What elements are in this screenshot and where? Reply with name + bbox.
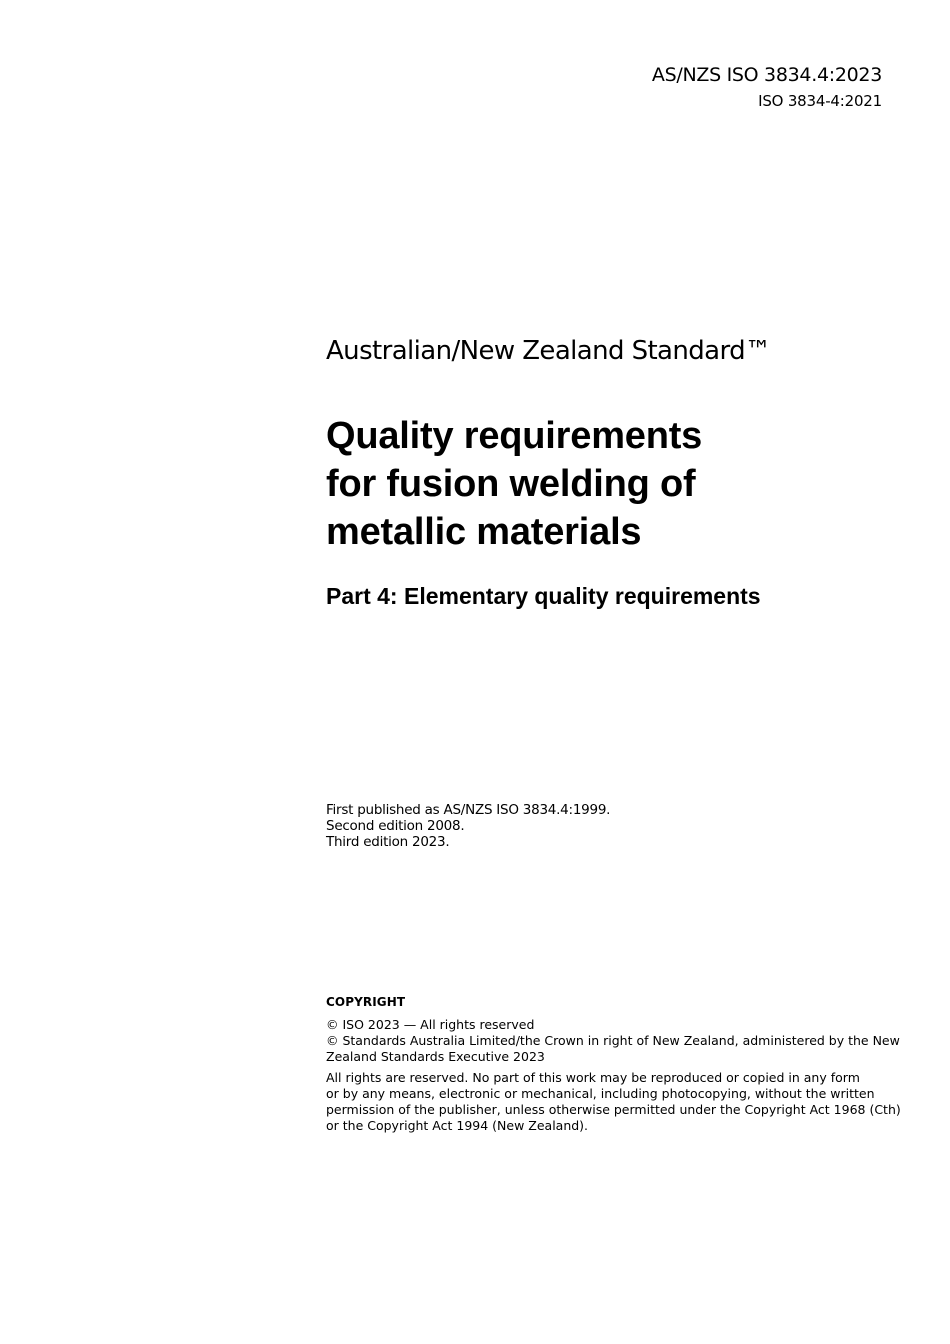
rights-statement [326, 1070, 901, 1134]
standard-series: Australian/New Zealand Standard™ [326, 336, 771, 366]
history-line: Third edition 2023. [326, 834, 450, 850]
copyright-heading: COPYRIGHT [326, 995, 406, 1009]
rights-line: All rights are reserved. No part of this work may be reproduced or copied in any form [326, 1070, 860, 1085]
copyright-holders [326, 1017, 900, 1065]
copyright-line: © ISO 2023 — All rights reserved [326, 1017, 535, 1032]
title-line: metallic materials [326, 511, 642, 553]
rights-line: or by any means, electronic or mechanical, including photocopying, without the written [326, 1086, 875, 1101]
document-title [326, 412, 886, 556]
part-title: Part 4: Elementary quality requirements [326, 583, 761, 609]
iso-number: ISO 3834-4:2021 [758, 92, 882, 110]
rights-line: or the Copyright Act 1994 (New Zealand). [326, 1118, 589, 1133]
copyright-section [326, 994, 901, 1139]
rights-line: permission of the publisher, unless otherwise permitted under the Copyright Act 1968 (Cth) [326, 1102, 901, 1117]
title-line: Quality requirements [326, 415, 703, 457]
standard-number: AS/NZS ISO 3834.4:2023 [651, 64, 882, 86]
copyright-line: © Standards Australia Limited/the Crown in right of New Zealand, administered by the New [326, 1033, 900, 1048]
copyright-line: Zealand Standards Executive 2023 [326, 1049, 545, 1064]
publication-history [326, 802, 886, 850]
history-line: Second edition 2008. [326, 818, 465, 834]
title-line: for fusion welding of [326, 463, 696, 505]
history-line: First published as AS/NZS ISO 3834.4:1999. [326, 802, 611, 818]
